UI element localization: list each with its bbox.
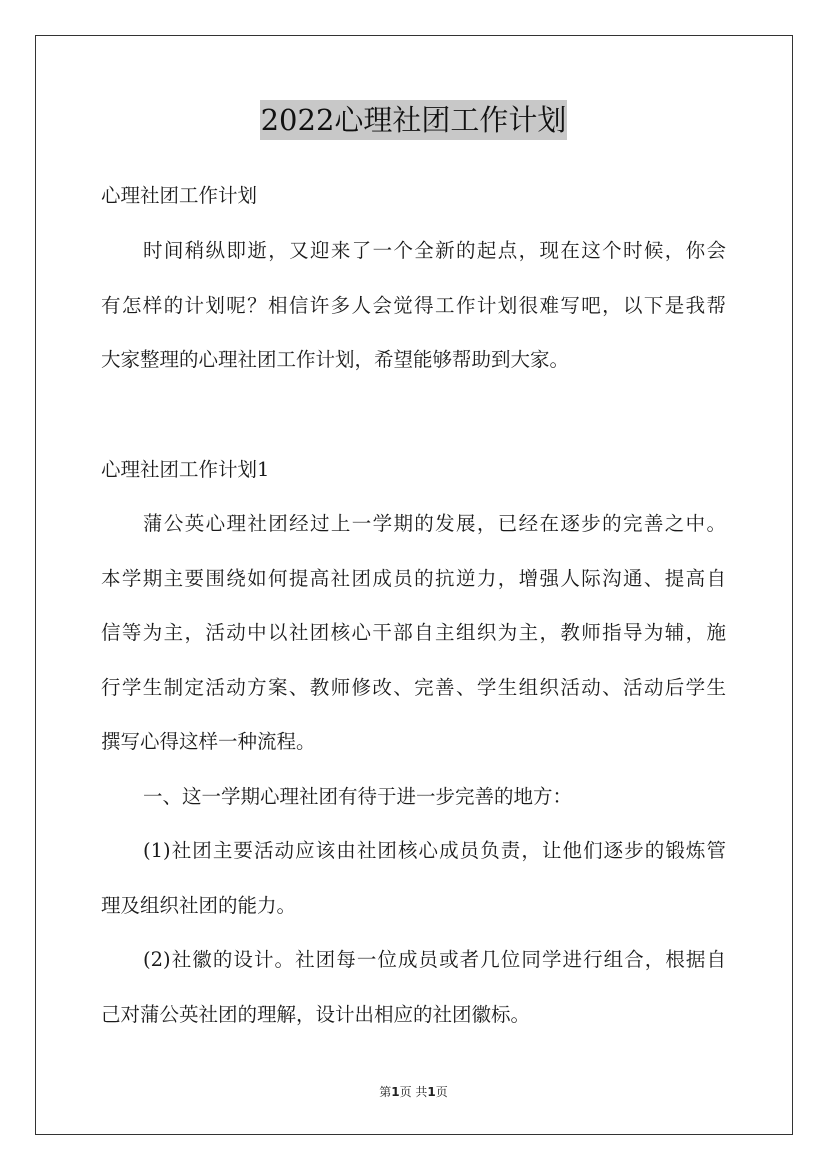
footer-page-number: 1 (391, 1085, 400, 1099)
section-line-1: 蒲公英心理社团经过上一学期的发展，已经在逐步的完善之中。 (143, 512, 726, 535)
page-footer (0, 1083, 827, 1100)
intro-line-1: 时间稍纵即逝，又迎来了一个全新的起点，现在这个时候，你会 (143, 239, 726, 262)
intro-line-3: 大家整理的心理社团工作计划，希望能够帮助到大家。 (101, 348, 570, 371)
footer-page-total: 1 (427, 1085, 436, 1099)
item1-line-1: (1)社团主要活动应该由社团核心成员负责，让他们逐步的锻炼管 (143, 839, 726, 862)
footer-mid: 页 共 (399, 1085, 428, 1099)
section-heading: 心理社团工作计划1 (101, 458, 270, 481)
section-line-3: 信等为主，活动中以社团核心干部自主组织为主，教师指导为辅，施 (101, 621, 726, 644)
intro-line-2: 有怎样的计划呢？相信许多人会觉得工作计划很难写吧，以下是我帮 (101, 294, 726, 317)
section-line-5: 撰写心得这样一种流程。 (101, 730, 316, 753)
item2-line-2: 己对蒲公英社团的理解，设计出相应的社团徽标。 (101, 1003, 531, 1026)
subtitle: 心理社团工作计划 (101, 184, 258, 207)
footer-suffix: 页 (435, 1085, 448, 1099)
point-heading: 一、这一学期心理社团有待于进一步完善的地方： (143, 785, 573, 808)
item1-line-2: 理及组织社团的能力。 (101, 894, 297, 917)
document-title: 2022心理社团工作计划 (260, 100, 568, 140)
footer-prefix: 第 (379, 1085, 392, 1099)
title-container (0, 100, 827, 140)
section-line-4: 行学生制定活动方案、教师修改、完善、学生组织活动、活动后学生 (101, 676, 726, 699)
section-line-2: 本学期主要围绕如何提高社团成员的抗逆力，增强人际沟通、提高自 (101, 567, 726, 590)
item2-line-1: (2)社徽的设计。社团每一位成员或者几位同学进行组合，根据自 (143, 948, 726, 971)
